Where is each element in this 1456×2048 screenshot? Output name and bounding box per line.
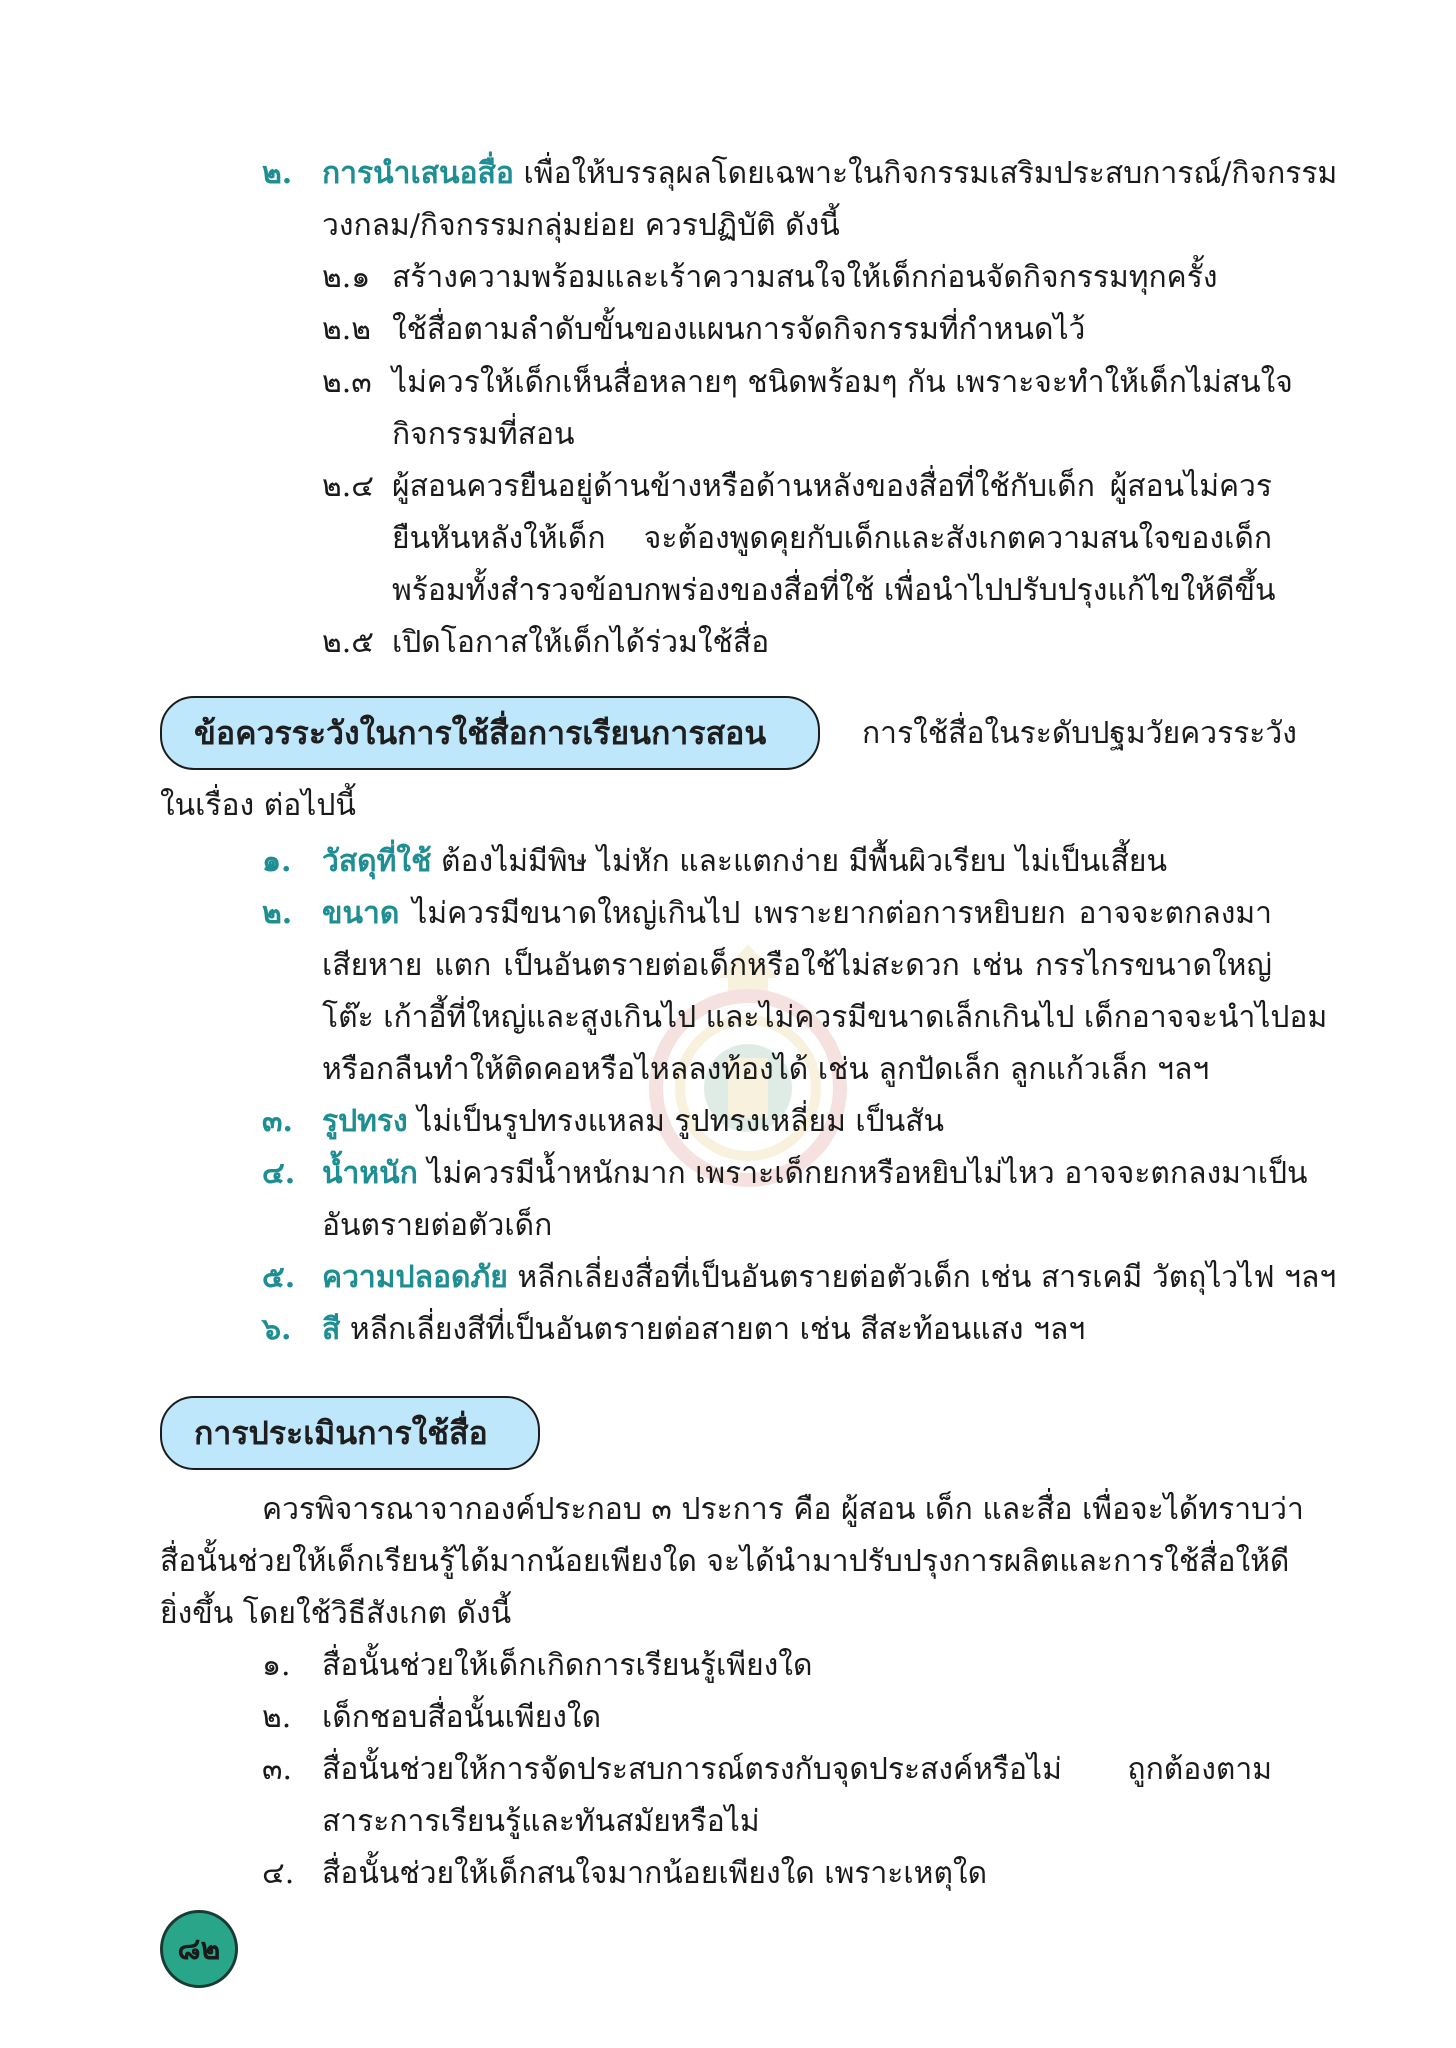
evaluation-para-line-1: ควรพิจารณาจากองค์ประกอบ ๓ ประการ คือ ผู้สอน เด็ก และสื่อ เพื่อจะได้ทราบว่า	[262, 1492, 1304, 1527]
item-2-3-number: ๒.๓	[322, 365, 372, 400]
caution-item-3-text: ไม่เป็นรูปทรงแหลม รูปทรงเหลี่ยม เป็นสัน	[417, 1104, 945, 1139]
section2-heading: การนำเสนอสื่อ	[322, 156, 514, 191]
caution-item-3-label: รูปทรง	[322, 1104, 408, 1139]
caution-item-2-number: ๒.	[262, 896, 293, 931]
evaluation-item-1-number: ๑.	[262, 1648, 291, 1683]
caution-item-2-line-2: เสียหาย แตก เป็นอันตรายต่อเด็กหรือใช้ไม่สะดวก เช่น กรรไกรขนาดใหญ่	[322, 948, 1272, 983]
caution-item-6-label: สี	[322, 1312, 341, 1347]
caution-intro-cont: ในเรื่อง ต่อไปนี้	[160, 788, 356, 823]
evaluation-item-4-text: สื่อนั้นช่วยให้เด็กสนใจมากน้อยเพียงใด เพราะเหตุใด	[322, 1856, 988, 1891]
section2-line-1	[322, 148, 1338, 200]
caution-item-4-line-2: อันตรายต่อตัวเด็ก	[322, 1208, 553, 1243]
caution-item-1-line-1	[322, 836, 1167, 888]
caution-item-5-label: ความปลอดภัย	[322, 1260, 508, 1295]
caution-item-5-text: หลีกเลี่ยงสื่อที่เป็นอันตรายต่อตัวเด็ก เช่น สารเคมี วัตถุไวไฟ ฯลฯ	[517, 1260, 1337, 1295]
caution-item-6-text: หลีกเลี่ยงสีที่เป็นอันตรายต่อสายตา เช่น สีสะท้อนแสง ฯลฯ	[349, 1312, 1086, 1347]
item-2-3-text-1: ไม่ควรให้เด็กเห็นสื่อหลายๆ ชนิดพร้อมๆ กัน เพราะจะทำให้เด็กไม่สนใจ	[392, 365, 1293, 400]
page-number-badge: ๘๒	[160, 1910, 238, 1988]
caution-item-1-number: ๑.	[262, 844, 292, 879]
caution-item-4-number: ๔.	[262, 1156, 296, 1191]
item-2-4-text-2: ยืนหันหลังให้เด็ก จะต้องพูดคุยกับเด็กและสังเกตความสนใจของเด็ก	[392, 521, 1272, 556]
evaluation-item-2-text: เด็กชอบสื่อนั้นเพียงใด	[322, 1700, 602, 1735]
item-2-4-text-1: ผู้สอนควรยืนอยู่ด้านข้างหรือด้านหลังของสื่อที่ใช้กับเด็ก ผู้สอนไม่ควร	[392, 469, 1272, 504]
caution-item-3-line-1	[322, 1096, 944, 1148]
item-2-2-number: ๒.๒	[322, 312, 372, 347]
caution-item-2-line-1	[322, 888, 1272, 940]
item-2-4-text-3: พร้อมทั้งสำรวจข้อบกพร่องของสื่อที่ใช้ เพื่อนำไปปรับปรุงแก้ไขให้ดีขึ้น	[392, 573, 1276, 608]
evaluation-item-1-text: สื่อนั้นช่วยให้เด็กเกิดการเรียนรู้เพียงใด	[322, 1648, 813, 1683]
caution-item-4-line-1	[322, 1148, 1308, 1200]
evaluation-heading-pill: การประเมินการใช้สื่อ	[160, 1396, 540, 1470]
caution-item-5-line-1	[322, 1252, 1337, 1304]
item-2-4-number: ๒.๔	[322, 469, 375, 504]
evaluation-para-line-2: สื่อนั้นช่วยให้เด็กเรียนรู้ได้มากน้อยเพียงใด จะได้นำมาปรับปรุงการผลิตและการใช้สื่อให้ดี	[160, 1544, 1290, 1579]
item-2-1-number: ๒.๑	[322, 260, 371, 295]
evaluation-item-2-number: ๒.	[262, 1700, 292, 1735]
caution-heading-pill: ข้อควรระวังในการใช้สื่อการเรียนการสอน	[160, 696, 820, 770]
caution-intro: การใช้สื่อในระดับปฐมวัยควรระวัง	[862, 716, 1297, 751]
caution-item-2-text: ไม่ควรมีขนาดใหญ่เกินไป เพราะยากต่อการหยิบยก อาจจะตกลงมา	[412, 896, 1272, 931]
caution-item-1-text: ต้องไม่มีพิษ ไม่หัก และแตกง่าย มีพื้นผิวเรียบ ไม่เป็นเสี้ยน	[440, 844, 1167, 879]
section2-number: ๒.	[262, 156, 293, 191]
caution-item-1-label: วัสดุที่ใช้	[322, 844, 432, 879]
caution-item-4-text: ไม่ควรมีน้ำหนักมาก เพราะเด็กยกหรือหยิบไม่ไหว อาจจะตกลงมาเป็น	[427, 1156, 1308, 1191]
evaluation-item-3-number: ๓.	[262, 1752, 293, 1787]
caution-item-2-line-3: โต๊ะ เก้าอี้ที่ใหญ่และสูงเกินไป และไม่ควรมีขนาดเล็กเกินไป เด็กอาจจะนำไปอม	[322, 1000, 1328, 1035]
evaluation-item-3-text-1: สื่อนั้นช่วยให้การจัดประสบการณ์ตรงกับจุดประสงค์หรือไม่ ถูกต้องตาม	[322, 1752, 1272, 1787]
item-2-2-text: ใช้สื่อตามลำดับขั้นของแผนการจัดกิจกรรมที่กำหนดไว้	[392, 312, 1086, 347]
item-2-5-number: ๒.๕	[322, 625, 375, 660]
item-2-1-text: สร้างความพร้อมและเร้าความสนใจให้เด็กก่อนจัดกิจกรรมทุกครั้ง	[392, 260, 1218, 295]
caution-item-4-label: น้ำหนัก	[322, 1156, 418, 1191]
caution-item-2-line-4: หรือกลืนทำให้ติดคอหรือไหลลงท้องได้ เช่น ลูกปัดเล็ก ลูกแก้วเล็ก ฯลฯ	[322, 1052, 1210, 1087]
section2-line1-text: เพื่อให้บรรลุผลโดยเฉพาะในกิจกรรมเสริมประสบการณ์/กิจกรรม	[523, 156, 1338, 191]
caution-item-5-number: ๕.	[262, 1260, 296, 1295]
caution-item-3-number: ๓.	[262, 1104, 293, 1139]
section2-line-2: วงกลม/กิจกรรมกลุ่มย่อย ควรปฏิบัติ ดังนี้	[322, 208, 840, 243]
evaluation-item-3-text-2: สาระการเรียนรู้และทันสมัยหรือไม่	[322, 1804, 760, 1839]
evaluation-para-line-3: ยิ่งขึ้น โดยใช้วิธีสังเกต ดังนี้	[160, 1596, 512, 1631]
item-2-5-text: เปิดโอกาสให้เด็กได้ร่วมใช้สื่อ	[392, 625, 770, 660]
caution-item-2-label: ขนาด	[322, 896, 400, 931]
caution-item-6-number: ๖.	[262, 1312, 292, 1347]
evaluation-item-4-number: ๔.	[262, 1856, 295, 1891]
caution-item-6-line-1	[322, 1304, 1085, 1356]
item-2-3-text-2: กิจกรรมที่สอน	[392, 417, 575, 452]
